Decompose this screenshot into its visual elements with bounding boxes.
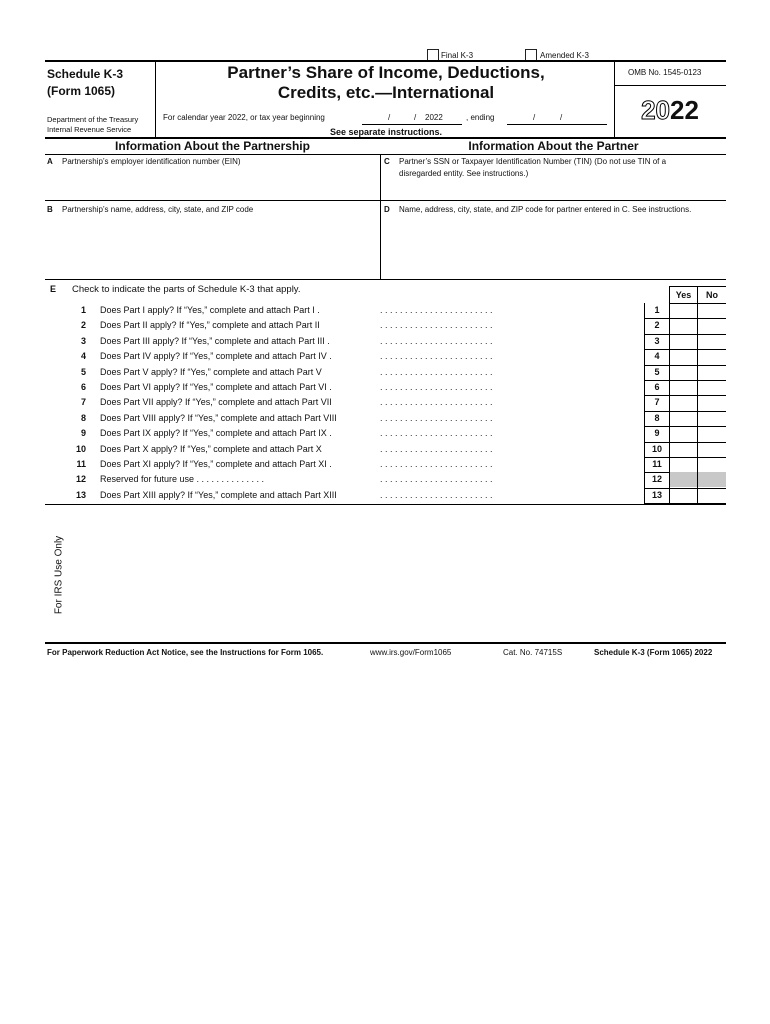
- part-e-row-number: 6: [80, 382, 86, 392]
- field-d-label: Name, address, city, state, and ZIP code for partner entered in C. See instructions.: [399, 205, 692, 214]
- see-instructions: See separate instructions.: [329, 127, 443, 137]
- no-checkbox[interactable]: [698, 395, 726, 410]
- leader-dots: . . . . . . . . . . . . . . . . . . . . . . .: [380, 474, 493, 484]
- omb-underline: [614, 85, 726, 86]
- yes-checkbox[interactable]: [670, 395, 697, 410]
- begin-date-slash1: /: [388, 113, 391, 122]
- leader-dots: . . . . . . . . . . . . . . . . . . . . . . .: [380, 351, 493, 361]
- line-number-box: 5: [654, 367, 660, 377]
- leader-dots: . . . . . . . . . . . . . . . . . . . . . . .: [380, 428, 493, 438]
- yes-checkbox: [670, 472, 697, 487]
- no-header: No: [706, 290, 718, 300]
- begin-date-line: [362, 124, 462, 125]
- end-date-line: [507, 124, 607, 125]
- no-checkbox[interactable]: [698, 334, 726, 349]
- no-checkbox: [698, 472, 726, 487]
- yes-checkbox[interactable]: [670, 318, 697, 333]
- catalog-number: Cat. No. 74715S: [503, 648, 563, 657]
- info-grid-bottom-rule: [45, 279, 726, 280]
- part-e-row-text: Does Part VIII apply? If “Yes,” complete and attach Part VIII: [100, 413, 337, 423]
- field-c-label-line1: Partner’s SSN or Taxpayer Identification Number (TIN) (Do not use TIN of a: [399, 157, 667, 166]
- part-e-row-number: 1: [80, 305, 86, 315]
- footer-rule: [45, 642, 726, 644]
- part-e-row-number: 3: [80, 336, 86, 346]
- partnership-ein-input[interactable]: [46, 168, 379, 200]
- schedule-title: Schedule K-3: [47, 67, 124, 81]
- partnership-address-input[interactable]: [46, 216, 379, 278]
- no-checkbox[interactable]: [698, 349, 726, 364]
- form-number: (Form 1065): [47, 84, 116, 98]
- tax-year-prefix: 20: [641, 95, 670, 125]
- omb-number: OMB No. 1545-0123: [628, 68, 702, 77]
- yes-checkbox[interactable]: [670, 380, 697, 395]
- partner-address-input[interactable]: [382, 216, 725, 278]
- form-title-line2: Credits, etc.—International: [277, 83, 495, 102]
- part-e-row-number: 8: [80, 413, 86, 423]
- partner-heading: Information About the Partner: [468, 139, 639, 153]
- part-e-row-number: 2: [80, 320, 86, 330]
- field-b-letter: B: [47, 205, 53, 214]
- line-number-box: 2: [654, 320, 660, 330]
- yes-checkbox[interactable]: [670, 457, 697, 472]
- part-e-row-number: 10: [75, 444, 86, 454]
- partner-tin-input[interactable]: [382, 180, 725, 200]
- header-right-divider: [614, 60, 615, 137]
- line-number-box: 1: [654, 305, 660, 315]
- part-e-row-text: Does Part V apply? If “Yes,” complete and attach Part V: [100, 367, 322, 377]
- part-e-row-text: Does Part X apply? If “Yes,” complete and attach Part X: [100, 444, 322, 454]
- line-number-box: 13: [651, 490, 662, 500]
- leader-dots: . . . . . . . . . . . . . . . . . . . . . . .: [380, 413, 493, 423]
- part-e-row-text: Does Part I apply? If “Yes,” complete and attach Part I .: [100, 305, 320, 315]
- yes-header: Yes: [675, 290, 692, 300]
- dept-treasury: Department of the Treasury: [47, 115, 139, 124]
- part-e-row-text: Does Part XIII apply? If “Yes,” complete and attach Part XIII: [100, 490, 337, 500]
- part-e-row-number: 5: [80, 367, 86, 377]
- line-number-box: 9: [654, 428, 660, 438]
- field-a-label: Partnership’s employer identification number (EIN): [62, 157, 241, 166]
- ending-label: , ending: [466, 113, 495, 122]
- part-e-row-text: Reserved for future use . . . . . . . . . . . . . .: [100, 474, 265, 484]
- leader-dots: . . . . . . . . . . . . . . . . . . . . . . .: [380, 382, 493, 392]
- part-e-row-text: Does Part III apply? If “Yes,” complete and attach Part III .: [100, 336, 330, 346]
- leader-dots: . . . . . . . . . . . . . . . . . . . . . . .: [380, 367, 493, 377]
- leader-dots: . . . . . . . . . . . . . . . . . . . . . . .: [380, 459, 493, 469]
- part-e-row-text: Does Part II apply? If “Yes,” complete and attach Part II: [100, 320, 320, 330]
- irs-use-only-label: For IRS Use Only: [53, 535, 65, 615]
- part-e-bottom-rule: [45, 504, 726, 505]
- tax-year-suffix: 22: [670, 95, 699, 125]
- field-c-letter: C: [384, 157, 390, 166]
- part-e-instruction: Check to indicate the parts of Schedule K-3 that apply.: [72, 284, 301, 295]
- no-checkbox[interactable]: [698, 457, 726, 472]
- part-e-row-text: Does Part VII apply? If “Yes,” complete and attach Part VII: [100, 397, 332, 407]
- part-e-row-number: 7: [80, 397, 86, 407]
- no-checkbox[interactable]: [698, 426, 726, 441]
- line-number-box: 7: [654, 397, 660, 407]
- part-e-row-number: 4: [80, 351, 86, 361]
- info-grid-middle-rule: [45, 200, 726, 201]
- field-a-letter: A: [47, 157, 53, 166]
- amended-k3-label: Amended K-3: [540, 51, 589, 60]
- leader-dots: . . . . . . . . . . . . . . . . . . . . . . .: [380, 320, 493, 330]
- yes-checkbox[interactable]: [670, 365, 697, 380]
- part-e-row-text: Does Part IV apply? If “Yes,” complete and attach Part IV .: [100, 351, 332, 361]
- end-date-slash2: /: [560, 113, 563, 122]
- part-e-row-text: Does Part VI apply? If “Yes,” complete and attach Part VI .: [100, 382, 332, 392]
- line-number-box: 6: [654, 382, 660, 392]
- yes-checkbox[interactable]: [670, 334, 697, 349]
- part-e-row-number: 9: [80, 428, 86, 438]
- no-checkbox[interactable]: [698, 411, 726, 426]
- part-e-letter: E: [50, 284, 57, 294]
- line-number-box: 4: [654, 351, 660, 361]
- paperwork-notice: For Paperwork Reduction Act Notice, see the Instructions for Form 1065.: [47, 648, 324, 657]
- part-e-row-text: Does Part XI apply? If “Yes,” complete and attach Part XI .: [100, 459, 332, 469]
- yes-checkbox[interactable]: [670, 488, 697, 503]
- form-title-line1: Partner’s Share of Income, Deductions,: [227, 63, 545, 82]
- line-number-box: 12: [651, 474, 662, 484]
- yes-checkbox[interactable]: [670, 303, 697, 318]
- part-e-row-number: 11: [76, 459, 86, 469]
- no-checkbox[interactable]: [698, 365, 726, 380]
- field-b-label: Partnership’s name, address, city, state, and ZIP code: [62, 205, 254, 214]
- form-identifier: Schedule K-3 (Form 1065) 2022: [594, 648, 713, 657]
- begin-year: 2022: [425, 113, 443, 122]
- part-e-row-text: Does Part IX apply? If “Yes,” complete and attach Part IX .: [100, 428, 332, 438]
- section-heading-bottom-rule: [45, 154, 726, 155]
- yes-checkbox[interactable]: [670, 411, 697, 426]
- line-number-box: 3: [654, 336, 660, 346]
- tax-year: [620, 95, 720, 126]
- begin-date-slash2: /: [414, 113, 417, 122]
- leader-dots: . . . . . . . . . . . . . . . . . . . . . . .: [380, 305, 493, 315]
- leader-dots: . . . . . . . . . . . . . . . . . . . . . . .: [380, 490, 493, 500]
- calendar-year-text: For calendar year 2022, or tax year beginning: [163, 113, 325, 122]
- line-number-box: 8: [654, 413, 660, 423]
- final-k3-label: Final K-3: [441, 51, 474, 60]
- no-checkbox[interactable]: [698, 442, 726, 457]
- header-left-divider: [155, 60, 156, 137]
- end-date-slash1: /: [533, 113, 536, 122]
- info-grid-divider: [380, 154, 381, 279]
- leader-dots: . . . . . . . . . . . . . . . . . . . . . . .: [380, 397, 493, 407]
- no-checkbox[interactable]: [698, 303, 726, 318]
- leader-dots: . . . . . . . . . . . . . . . . . . . . . . .: [380, 444, 493, 454]
- line-number-box: 11: [652, 459, 662, 469]
- leader-dots: . . . . . . . . . . . . . . . . . . . . . . .: [380, 336, 493, 346]
- no-checkbox[interactable]: [698, 380, 726, 395]
- partnership-heading: Information About the Partnership: [115, 139, 310, 153]
- field-c-label-line2: disregarded entity. See instructions.): [399, 169, 529, 178]
- irs-label: Internal Revenue Service: [47, 125, 132, 134]
- part-e-row-number: 13: [75, 490, 86, 500]
- yes-checkbox[interactable]: [670, 442, 697, 457]
- no-checkbox[interactable]: [698, 318, 726, 333]
- line-number-box: 10: [651, 444, 662, 454]
- no-checkbox[interactable]: [698, 488, 726, 503]
- irs-url: www.irs.gov/Form1065: [370, 648, 452, 657]
- field-d-letter: D: [384, 205, 390, 214]
- yes-checkbox[interactable]: [670, 349, 697, 364]
- header-top-rule: [45, 60, 726, 62]
- yes-checkbox[interactable]: [670, 426, 697, 441]
- part-e-row-number: 12: [75, 474, 86, 484]
